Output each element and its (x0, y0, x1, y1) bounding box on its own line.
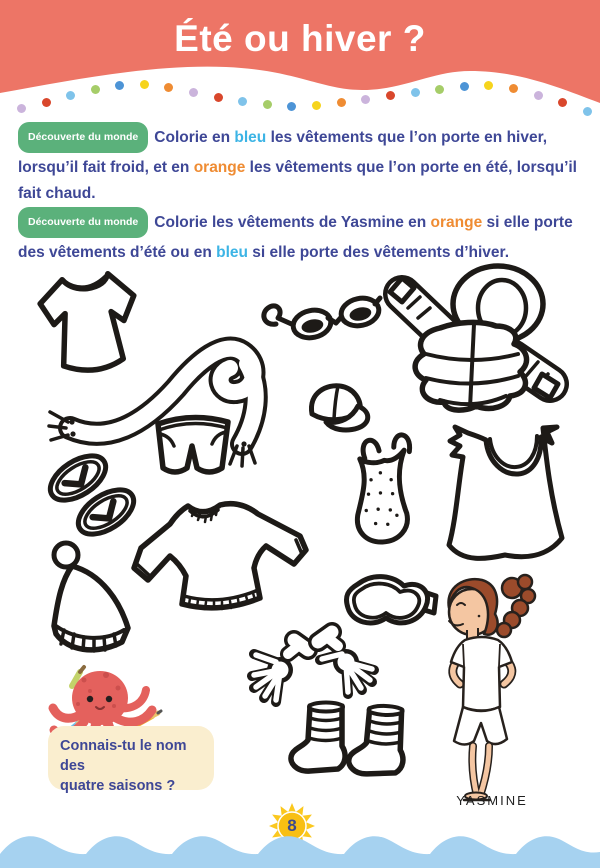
header-dot (386, 91, 395, 100)
speech-bubble (48, 726, 214, 794)
speech-line-2: quatre saisons ? (60, 778, 176, 794)
header-dot (214, 93, 223, 102)
header-dot (484, 81, 493, 90)
header-dot (17, 104, 26, 113)
character-label: YASMINE (456, 793, 528, 808)
header-dot (164, 83, 173, 92)
header-dot (91, 85, 100, 94)
subject-badge: Découverte du monde (18, 207, 148, 238)
cap-drawing (300, 378, 370, 436)
footer-wave (0, 828, 600, 868)
instruction-2 (18, 209, 596, 266)
subject-badge: Découverte du monde (18, 122, 148, 153)
page-number: 8 (287, 816, 297, 835)
instruction-word-bleu: bleu (216, 243, 248, 261)
speech-line-1: Connais-tu le nom des (60, 738, 187, 774)
header-dot (361, 95, 370, 104)
instruction-text: les vêtements que l’on porte en hiver, lorsqu’il fait froid, et en (18, 128, 548, 176)
header-dot (337, 98, 346, 107)
header-dot (558, 98, 567, 107)
header-dot (460, 82, 469, 91)
header-dot (263, 100, 272, 109)
puffer-jacket-drawing (380, 262, 560, 416)
header-dot (534, 91, 543, 100)
instruction-text: si elle porte des vêtements d’été ou en (18, 213, 573, 261)
yasmine-character (434, 572, 548, 804)
instruction-1 (18, 124, 596, 207)
instruction-text: si elle porte des vêtements d’hiver. (248, 243, 510, 261)
sunglasses-drawing (260, 282, 382, 350)
page-title: Été ou hiver ? (174, 18, 426, 59)
boots-drawing (284, 696, 406, 784)
instruction-word-bleu: bleu (234, 128, 267, 146)
header-dot (189, 88, 198, 97)
header-dot (312, 101, 321, 110)
instruction-text: les vêtements que l’on porte en été, lorsqu’il fait chaud. (18, 158, 577, 202)
shorts-drawing (148, 402, 236, 482)
header-dot (42, 98, 51, 107)
sweater-drawing (124, 488, 316, 626)
instruction-text: Colorie en (154, 128, 235, 146)
beanie-hat-drawing (44, 538, 134, 652)
header-dot (140, 80, 149, 89)
header-dot (411, 88, 420, 97)
header-dot (238, 97, 247, 106)
header-dot (435, 85, 444, 94)
swimsuit-drawing (342, 426, 436, 550)
header-dot (115, 81, 124, 90)
header-dot (509, 84, 518, 93)
header-dot (287, 102, 296, 111)
dress-drawing (446, 426, 570, 576)
instruction-text: Colorie les vêtements de Yasmine en (154, 213, 431, 231)
instruction-word-orange: orange (193, 158, 246, 176)
header-dot (583, 107, 592, 116)
header-dot (66, 91, 75, 100)
instruction-word-orange: orange (430, 213, 483, 231)
